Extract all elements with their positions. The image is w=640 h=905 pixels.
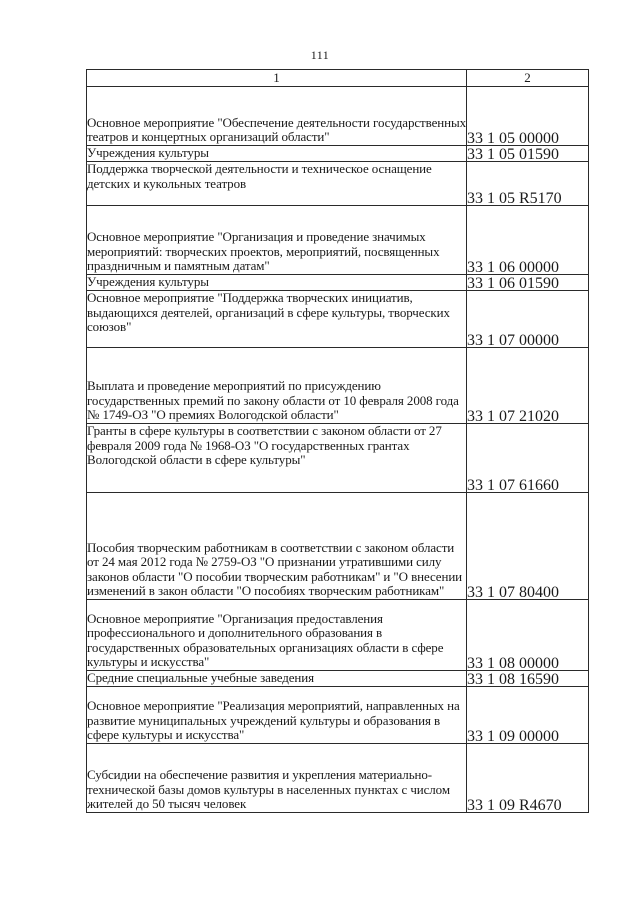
row-name: Основное мероприятие "Поддержка творческих инициатив, выдающихся деятелей, организаций в сфере культуры, творческих союзов": [87, 291, 467, 348]
row-name: Субсидии на обеспечение развития и укрепления материально-технической базы домов культуры в населенных пунктах с числом жителей до 50 тысяч человек: [87, 744, 467, 813]
code-direction: 16590: [519, 671, 559, 688]
row-name: Гранты в сфере культуры в соответствии с законом области от 27 февраля 2009 года № 1968-ОЗ "О государственных грантах Вологодской области в сфере культуры": [87, 424, 467, 493]
row-code: [467, 493, 589, 600]
table-row: [87, 348, 589, 424]
code-direction: 00000: [519, 655, 559, 672]
code-program: 33: [467, 259, 483, 276]
row-name: Средние специальные учебные заведения: [87, 671, 467, 687]
code-measure: 05: [499, 146, 515, 163]
code-subprogram: 1: [487, 146, 495, 163]
code-measure: 05: [499, 130, 515, 147]
code-program: 33: [467, 130, 483, 147]
table-row: [87, 744, 589, 813]
row-code: [467, 162, 589, 206]
code-direction: R5170: [519, 190, 562, 207]
row-name: Пособия творческим работникам в соответствии с законом области от 24 мая 2012 года № 2759-ОЗ "О признании утратившими силу законов области "О пособии творческим работникам" и "О внесении изменений в закон области "О пособиях творческим работникам": [87, 493, 467, 600]
code-measure: 09: [499, 728, 515, 745]
code-program: 33: [467, 477, 483, 494]
code-subprogram: 1: [487, 130, 495, 147]
row-name: Основное мероприятие "Организация и проведение значимых мероприятий: творческих проектов, мероприятий, посвященных праздничным и памятным датам": [87, 206, 467, 275]
table-row: [87, 600, 589, 671]
code-subprogram: 1: [487, 259, 495, 276]
table-row: [87, 493, 589, 600]
code-measure: 07: [499, 408, 515, 425]
code-subprogram: 1: [487, 190, 495, 207]
code-measure: 09: [499, 797, 515, 814]
code-measure: 08: [499, 655, 515, 672]
row-name: Учреждения культуры: [87, 275, 467, 291]
code-program: 33: [467, 408, 483, 425]
code-direction: 21020: [519, 408, 559, 425]
code-direction: 80400: [519, 584, 559, 601]
code-subprogram: 1: [487, 797, 495, 814]
row-code: [467, 146, 589, 162]
row-name: Основное мероприятие "Реализация мероприятий, направленных на развитие муниципальных учреждений культуры и образования в сфере культуры и искусства": [87, 687, 467, 744]
table-header-row: [87, 70, 589, 87]
row-name: Выплата и проведение мероприятий по присуждению государственных премий по закону области от 10 февраля 2008 года № 1749-ОЗ "О премиях Вологодской области": [87, 348, 467, 424]
row-code: [467, 348, 589, 424]
table-row: [87, 671, 589, 687]
table-row: [87, 146, 589, 162]
column-header-code: 2: [467, 70, 589, 87]
row-name: Учреждения культуры: [87, 146, 467, 162]
code-direction: R4670: [519, 797, 562, 814]
code-direction: 61660: [519, 477, 559, 494]
code-direction: 00000: [519, 130, 559, 147]
code-subprogram: 1: [487, 275, 495, 292]
code-program: 33: [467, 190, 483, 207]
code-direction: 01590: [519, 275, 559, 292]
page-number: 111: [310, 48, 330, 62]
row-name: Основное мероприятие "Организация предоставления профессионального и дополнительного образования в государственных образовательных организациях области в сфере культуры и искусства": [87, 600, 467, 671]
code-direction: 00000: [519, 728, 559, 745]
column-header-name: 1: [87, 70, 467, 87]
budget-classification-table: [86, 69, 589, 813]
row-name: Основное мероприятие "Обеспечение деятельности государственных театров и концертных организаций области": [87, 87, 467, 146]
code-subprogram: 1: [487, 584, 495, 601]
table-row: [87, 87, 589, 146]
code-measure: 06: [499, 275, 515, 292]
row-code: [467, 600, 589, 671]
row-code: [467, 744, 589, 813]
code-measure: 08: [499, 671, 515, 688]
table-row: [87, 424, 589, 493]
row-code: [467, 291, 589, 348]
table-row: [87, 291, 589, 348]
code-subprogram: 1: [487, 655, 495, 672]
row-code: [467, 424, 589, 493]
code-measure: 07: [499, 584, 515, 601]
row-code: [467, 671, 589, 687]
code-subprogram: 1: [487, 728, 495, 745]
table-row: [87, 687, 589, 744]
code-program: 33: [467, 797, 483, 814]
row-name: Поддержка творческой деятельности и техническое оснащение детских и кукольных театров: [87, 162, 467, 206]
row-code: [467, 275, 589, 291]
code-subprogram: 1: [487, 477, 495, 494]
code-direction: 00000: [519, 259, 559, 276]
code-program: 33: [467, 655, 483, 672]
code-subprogram: 1: [487, 332, 495, 349]
code-program: 33: [467, 671, 483, 688]
code-measure: 06: [499, 259, 515, 276]
code-subprogram: 1: [487, 671, 495, 688]
table-row: [87, 275, 589, 291]
row-code: [467, 87, 589, 146]
code-measure: 05: [499, 190, 515, 207]
row-code: [467, 687, 589, 744]
code-measure: 07: [499, 332, 515, 349]
table-row: [87, 162, 589, 206]
table-row: [87, 206, 589, 275]
code-measure: 07: [499, 477, 515, 494]
code-subprogram: 1: [487, 408, 495, 425]
code-program: 33: [467, 332, 483, 349]
code-program: 33: [467, 146, 483, 163]
code-program: 33: [467, 584, 483, 601]
code-program: 33: [467, 275, 483, 292]
code-direction: 00000: [519, 332, 559, 349]
code-direction: 01590: [519, 146, 559, 163]
row-code: [467, 206, 589, 275]
code-program: 33: [467, 728, 483, 745]
